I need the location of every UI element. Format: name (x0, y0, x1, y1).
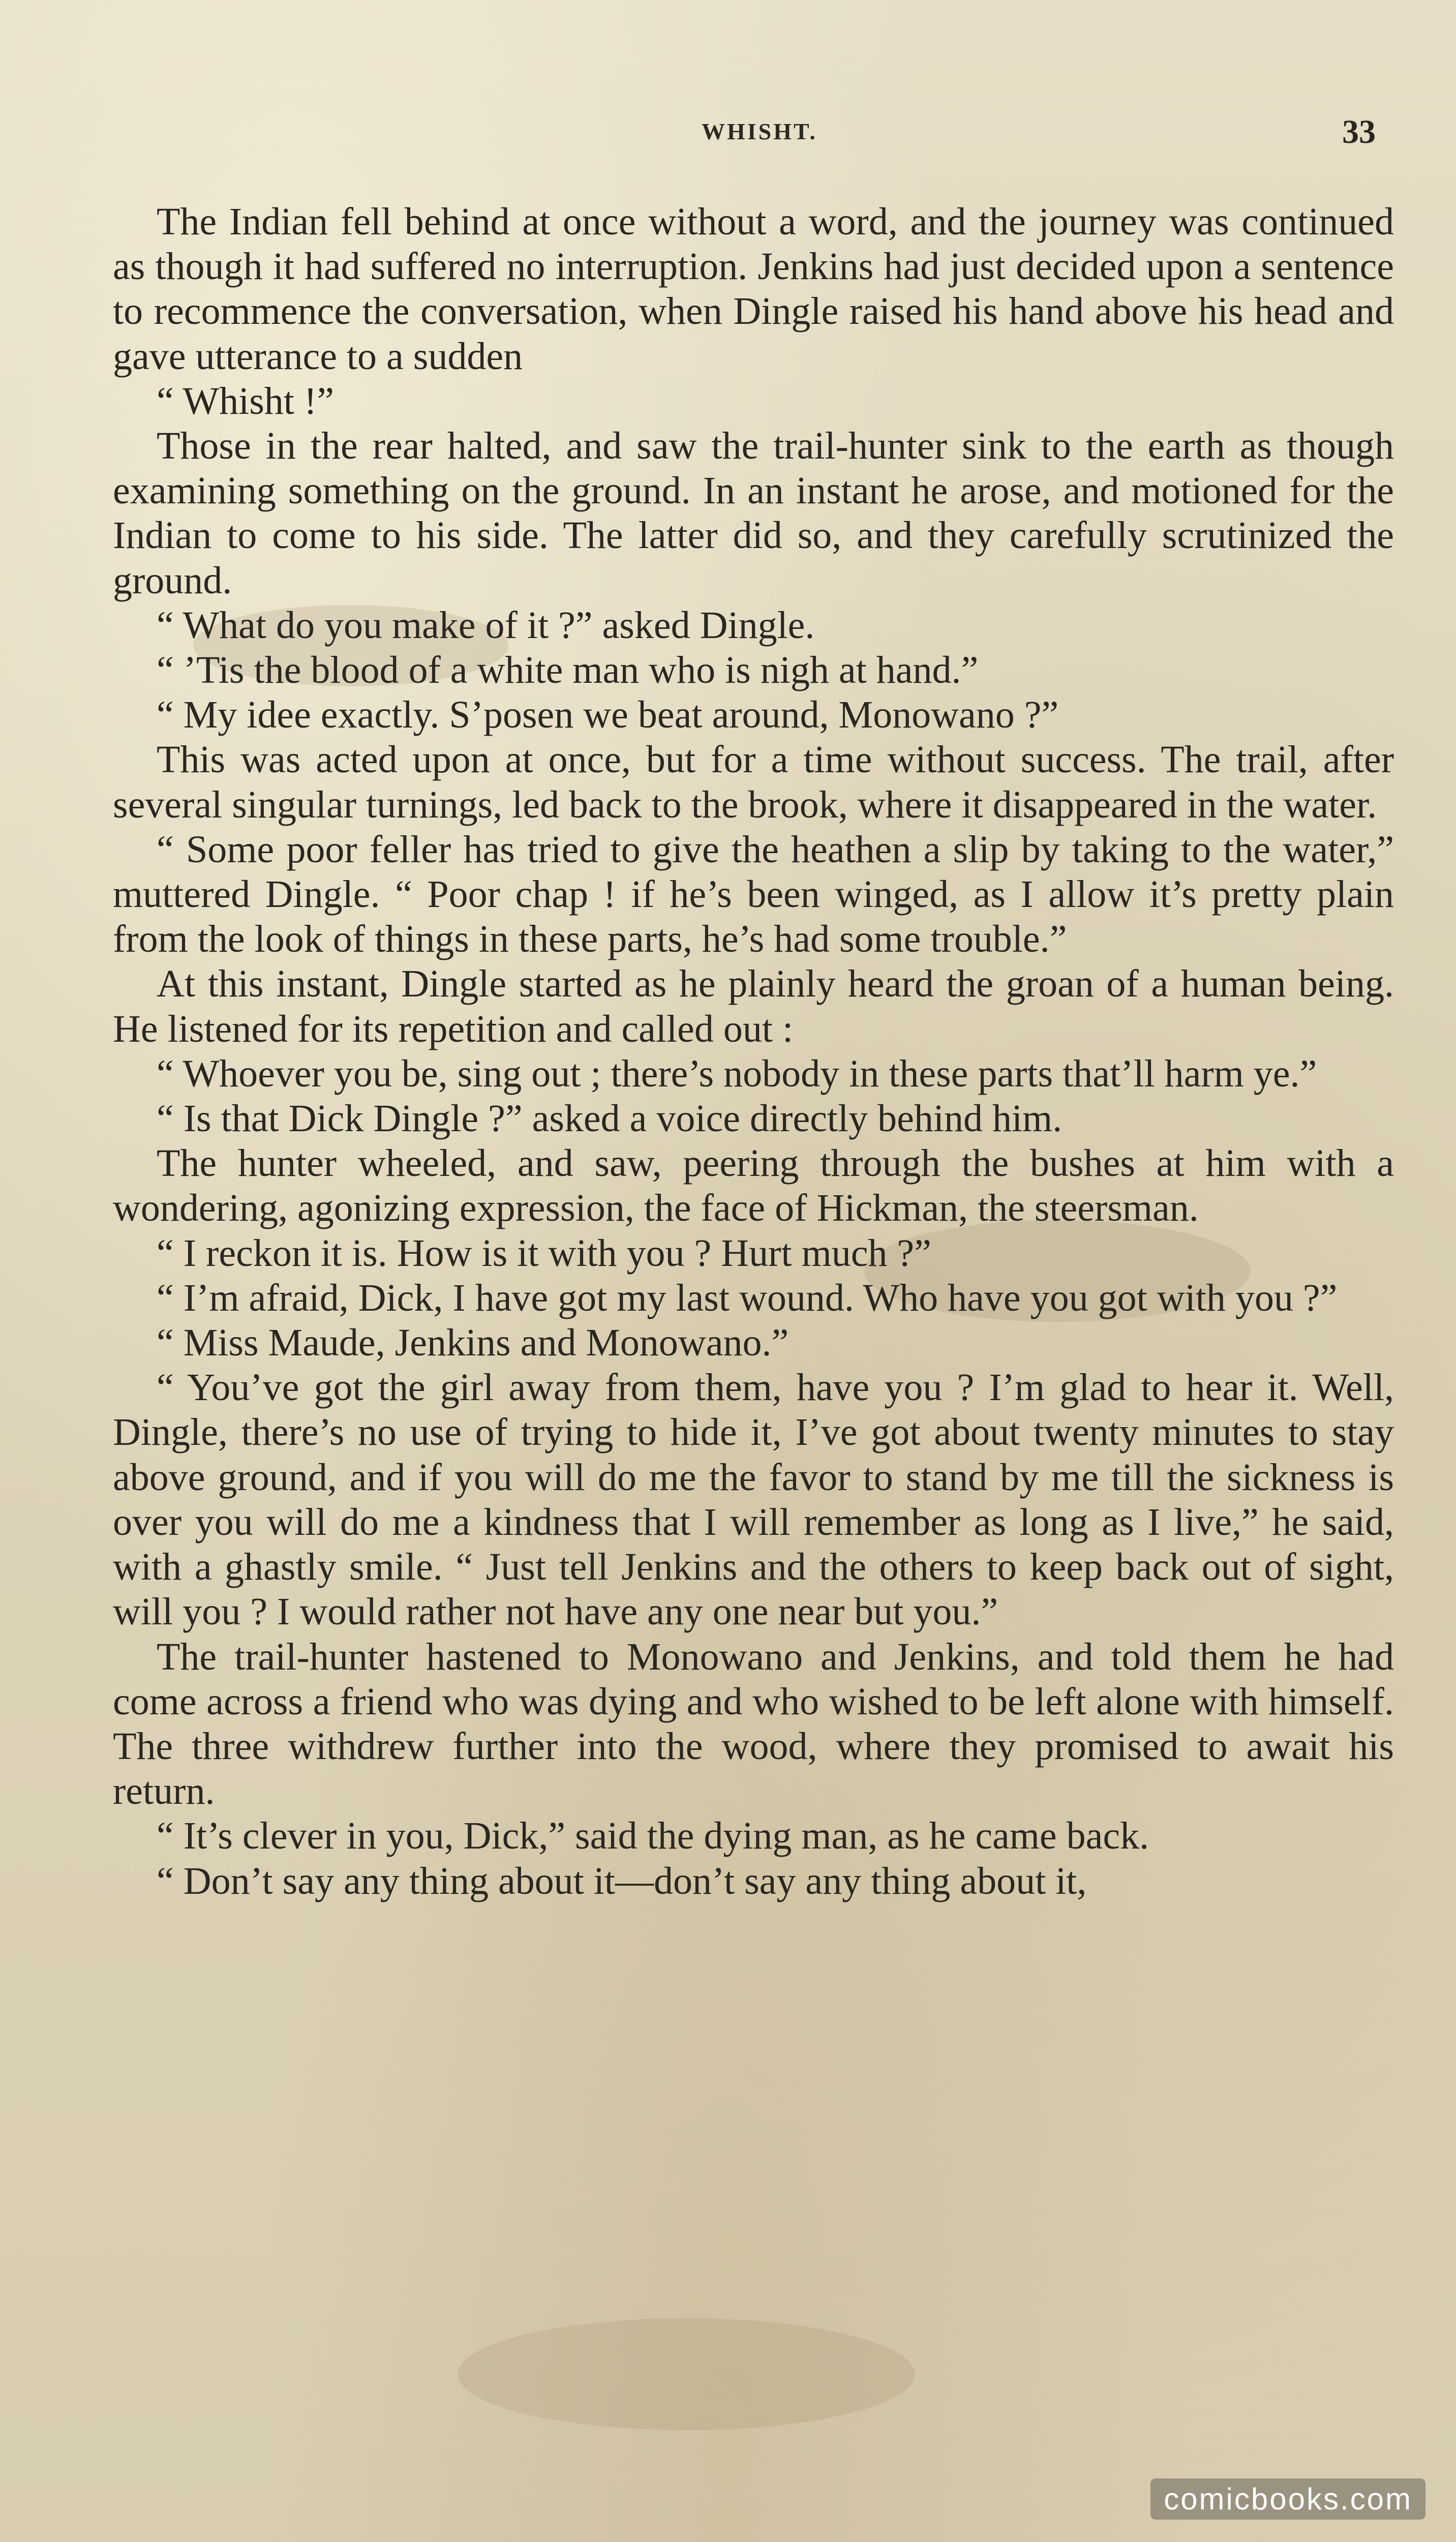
paragraph: “ What do you make of it ?” asked Dingle. (157, 603, 815, 647)
watermark: comicbooks.com (1150, 2478, 1425, 2520)
paragraph: “ Whisht !” (157, 379, 334, 422)
paragraph: The trail-hunter hastened to Monowano and Jenkins, and told them he had come across a friend who was dying and who wished to be left alone with himself. The three withdrew further into the wood, where they promised to await his return. (113, 1635, 1394, 1813)
paragraph: “ Is that Dick Dingle ?” asked a voice directly behind him. (157, 1097, 1063, 1140)
paragraph: At this instant, Dingle started as he plainly heard the groan of a human being. He listened for its repetition and called out : (113, 962, 1394, 1050)
paragraph: “ I’m afraid, Dick, I have got my last wound. Who have you got with you ?” (157, 1276, 1338, 1319)
paragraph: “ I reckon it is. How is it with you ? Hurt much ?” (157, 1231, 931, 1275)
paragraph: “ ’Tis the blood of a white man who is nigh at hand.” (157, 649, 979, 692)
paragraph: The hunter wheeled, and saw, peering through the bushes at him with a wondering, agonizing expression, the face of Hickman, the steersman. (113, 1142, 1394, 1230)
page-number: 33 (1342, 113, 1376, 150)
paper-stain (458, 2318, 915, 2430)
body-text (113, 199, 1394, 1903)
paragraph: This was acted upon at once, but for a time without success. The trail, after several singular turnings, led back to the brook, where it disappeared in the water. (113, 738, 1394, 826)
paragraph: “ Whoever you be, sing out ; there’s nobody in these parts that’ll harm ye.” (157, 1052, 1317, 1095)
paragraph: “ It’s clever in you, Dick,” said the dying man, as he came back. (157, 1814, 1149, 1858)
running-head: WHISHT. (702, 118, 817, 144)
paragraph: “ Miss Maude, Jenkins and Monowano.” (157, 1321, 789, 1365)
paragraph: “ Don’t say any thing about it—don’t say any thing about it, (157, 1859, 1087, 1902)
paragraph: “ You’ve got the girl away from them, have you ? I’m glad to hear it. Well, Dingle, there’s no use of trying to hide it, I’ve got about twenty minutes to stay above ground, and if you will do me the favor to stand by me till the sickness is over you will do me a kindness that I will remember as long as I live,” he said, with a ghastly smile. “ Just tell Jenkins and the others to keep back out of sight, will you ? I would rather not have any one near but you.” (113, 1366, 1394, 1633)
paragraph: Those in the rear halted, and saw the trail-hunter sink to the earth as though examining something on the ground. In an instant he arose, and motioned for the Indian to come to his side. The latter did so, and they carefully scrutinized the ground. (113, 425, 1394, 602)
paragraph: The Indian fell behind at once without a word, and the journey was continued as though it had suffered no interruption. Jenkins had just decided upon a sentence to recommence the conversation, when Dingle raised his hand above his head and gave utterance to a sudden (113, 200, 1394, 378)
paragraph: “ Some poor feller has tried to give the heathen a slip by taking to the water,” muttered Dingle. “ Poor chap ! if he’s been winged, as I allow it’s pretty plain from the look of things in these parts, he’s had some trouble.” (113, 828, 1394, 961)
paragraph: “ My idee exactly. S’posen we beat around, Monowano ?” (157, 693, 1059, 737)
